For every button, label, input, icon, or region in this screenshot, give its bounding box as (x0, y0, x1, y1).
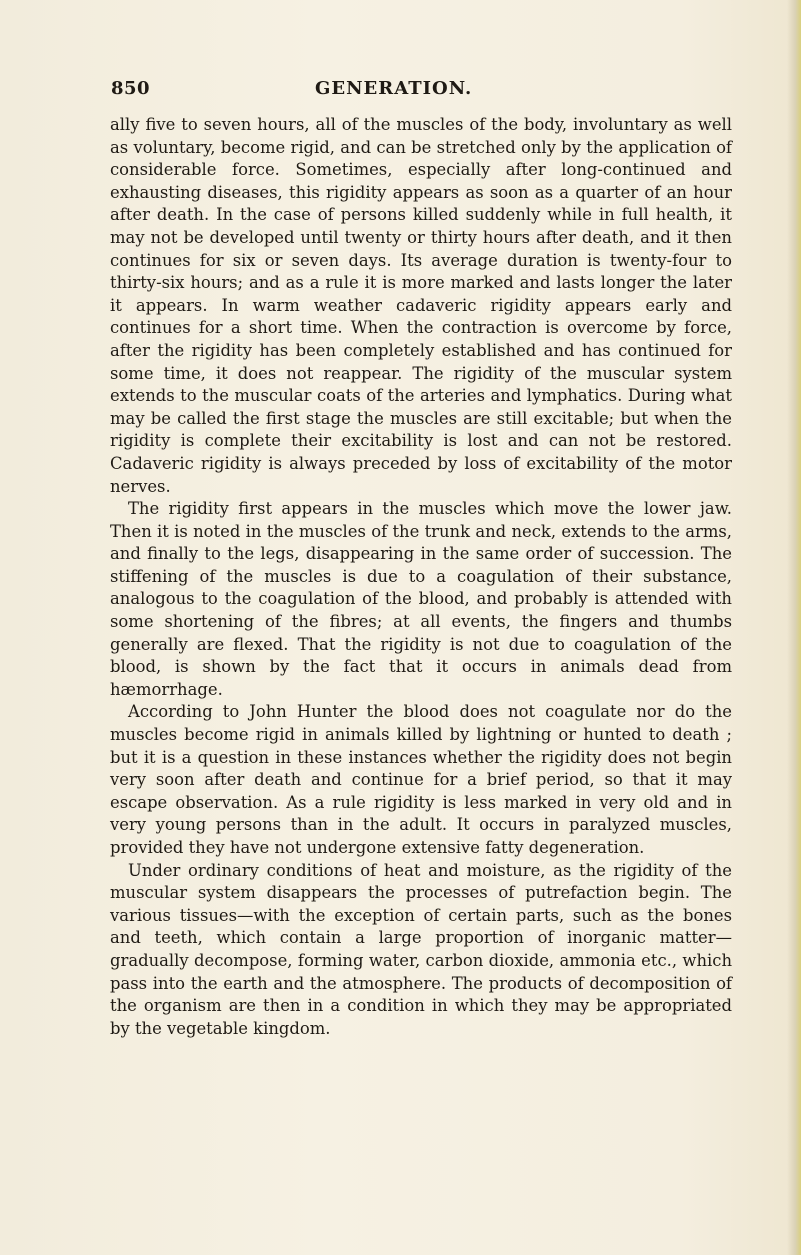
paragraph-continuation: ally five to seven hours, all of the muscles of the body, involuntary as well as voluntary, become rigid, and can be stretched only by the application of considerable force. Sometimes, especially after long-continued and exhausting diseases, this rigidity appears as soon as a quarter of an hour after death. In the case of persons killed suddenly while in full health, it may not be developed until twenty or thirty hours after death, and it then continues for six or seven days. Its average duration is twenty-four to thirty-six hours; and as a rule it is more marked and lasts longer the later it appears. In warm weather cadaveric rigidity appears early and continues for a short time. When the contraction is overcome by force, after the rigidity has been completely established and has continued for some time, it does not reappear. The rigidity of the muscular system extends to the muscular coats of the arteries and lymphatics. During what may be called the first stage the muscles are still excitable; but when the rigidity is complete their excitability is lost and can not be restored. Cadaveric rigidity is always preceded by loss of excitability of the motor nerves. (110, 115, 732, 496)
page-edge-shadow (787, 0, 801, 1255)
paragraph: The rigidity first appears in the muscles which move the lower jaw. Then it is noted in the muscles of the trunk and neck, extends to the arms, and finally to the legs, disappearing in the same order of succession. The stiffening of the muscles is due to a coagulation of their substance, analogous to the coagulation of the blood, and probably is attended with some shortening of the fibres; at all events, the fingers and thumbs generally are flexed. That the rigidity is not due to coagulation of the blood, is shown by the fact that it occurs in animals dead from hæmorrhage. (110, 499, 732, 699)
body-text (110, 114, 732, 1040)
running-head: GENERATION. (315, 78, 473, 99)
paragraph: According to John Hunter the blood does not coagulate nor do the muscles become rigid in animals killed by lightning or hunted to death ; but it is a question in these instances whether the rigidity does not begin very soon after death and continue for a brief period, so that it may escape observation. As a rule rigidity is less marked in very old and in very young persons than in the adult. It occurs in paralyzed muscles, provided they have not undergone extensive fatty degeneration. (110, 702, 732, 857)
page-number: 850 (111, 78, 151, 99)
page-header (111, 78, 731, 104)
paragraph: Under ordinary conditions of heat and moisture, as the rigidity of the muscular system disappears the processes of putrefaction begin. The various tissues—with the exception of certain parts, such as the bones and teeth, which contain a large proportion of inorganic matter—gradually decompose, forming water, carbon dioxide, ammonia etc., which pass into the earth and the atmosphere. The products of decomposition of the organism are then in a condition in which they may be appropriated by the vegetable kingdom. (110, 860, 732, 1038)
